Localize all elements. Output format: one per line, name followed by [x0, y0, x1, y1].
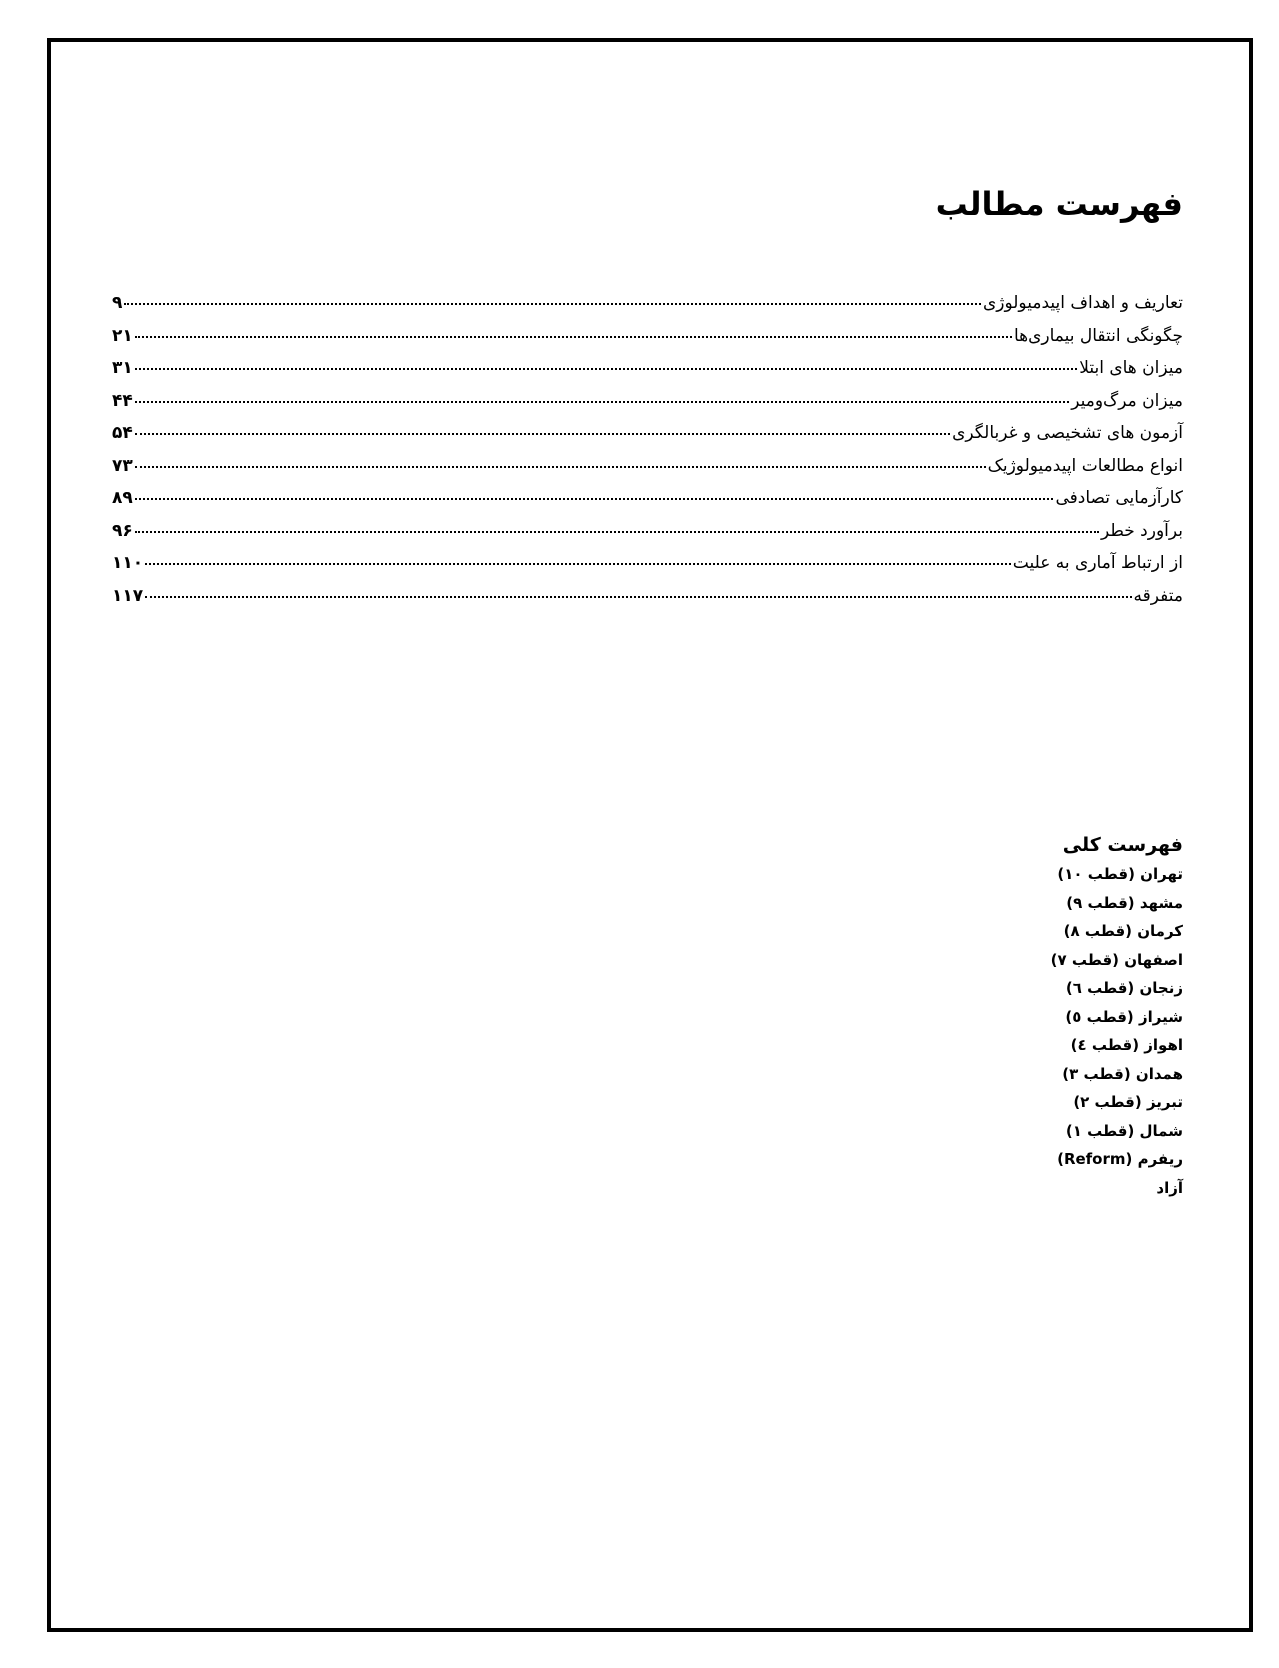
general-index-list — [1051, 860, 1183, 1202]
toc-entry[interactable] — [112, 553, 1183, 586]
toc-entry[interactable] — [112, 456, 1183, 489]
general-index-item[interactable]: مشهد (قطب ۹) — [1066, 893, 1183, 912]
general-index-item[interactable]: شمال (قطب ۱) — [1065, 1121, 1183, 1140]
general-index-item[interactable]: تهران (قطب ۱۰) — [1057, 865, 1183, 883]
toc-title: فهرست مطالب — [935, 185, 1183, 223]
toc-entry-label: برآورد خطر — [1100, 520, 1183, 541]
toc-entry[interactable] — [112, 488, 1183, 521]
toc-entry[interactable] — [112, 326, 1183, 359]
toc-entry-page: ۱۱۷ — [112, 585, 144, 606]
toc-entry-page: ۹ — [112, 293, 123, 313]
general-index-item[interactable]: آزاد — [1156, 1178, 1183, 1197]
toc-entry-page: ۵۴ — [112, 423, 133, 443]
toc-dot-leader — [135, 466, 986, 468]
toc-entry-page: ۱۱۰ — [112, 553, 144, 573]
toc-entry-page: ۳۱ — [112, 358, 133, 378]
toc-dot-leader — [145, 563, 1011, 565]
general-index-title: فهرست کلی — [1062, 834, 1183, 856]
toc-entry-label: از ارتباط آماری به علیت — [1012, 553, 1183, 573]
general-index-item[interactable]: کرمان (قطب ۸) — [1063, 922, 1183, 940]
toc-dot-leader — [135, 336, 1012, 338]
toc-entry-label: میزان مرگ‌ومیر — [1071, 390, 1183, 411]
toc-entry-page: ۹۶ — [112, 520, 133, 541]
general-index-item[interactable]: اهواز (قطب ٤) — [1070, 1036, 1183, 1054]
general-index — [1051, 834, 1183, 1202]
toc-entry[interactable] — [112, 521, 1183, 554]
toc-entry-label: چگونگی انتقال بیماری‌ها — [1013, 325, 1183, 346]
general-index-item[interactable]: اصفهان (قطب ۷) — [1050, 950, 1183, 969]
toc-entry-page: ۴۴ — [112, 390, 133, 411]
toc-dot-leader — [135, 401, 1069, 403]
toc-entry[interactable] — [112, 391, 1183, 424]
toc-dot-leader — [135, 498, 1054, 500]
toc-entry-label: متفرقه — [1133, 585, 1183, 606]
general-index-item[interactable]: شیراز (قطب ٥) — [1065, 1007, 1183, 1026]
toc-entry[interactable] — [112, 293, 1183, 326]
toc-entry-page: ۷۳ — [112, 455, 133, 476]
toc-entry[interactable] — [112, 586, 1183, 619]
toc-entry-label: کارآزمایی تصادفی — [1055, 488, 1183, 508]
toc-entry-page: ۸۹ — [112, 488, 133, 508]
toc-dot-leader — [135, 433, 950, 435]
toc-entry-label: آزمون های تشخیصی و غربالگری — [952, 423, 1183, 443]
toc-entry-label: انواع مطالعات اپیدمیولوژیک — [987, 455, 1183, 476]
toc-entry[interactable] — [112, 423, 1183, 456]
toc-dot-leader — [124, 303, 981, 305]
toc-dot-leader — [135, 531, 1099, 533]
general-index-item[interactable]: تبریز (قطب ۲) — [1073, 1093, 1183, 1111]
toc-dot-leader — [145, 596, 1131, 598]
toc-list — [112, 293, 1183, 618]
toc-entry-page: ۲۱ — [112, 325, 133, 346]
general-index-item[interactable]: زنجان (قطب ٦) — [1065, 979, 1183, 997]
general-index-item[interactable]: همدان (قطب ۳) — [1062, 1064, 1183, 1083]
toc-entry-label: میزان های ابتلا — [1079, 358, 1183, 378]
toc-entry-label: تعاریف و اهداف اپیدمیولوژی — [982, 293, 1183, 313]
general-index-item[interactable]: ریفرم (Reform) — [1057, 1150, 1183, 1168]
toc-entry[interactable] — [112, 358, 1183, 391]
toc-dot-leader — [135, 368, 1077, 370]
